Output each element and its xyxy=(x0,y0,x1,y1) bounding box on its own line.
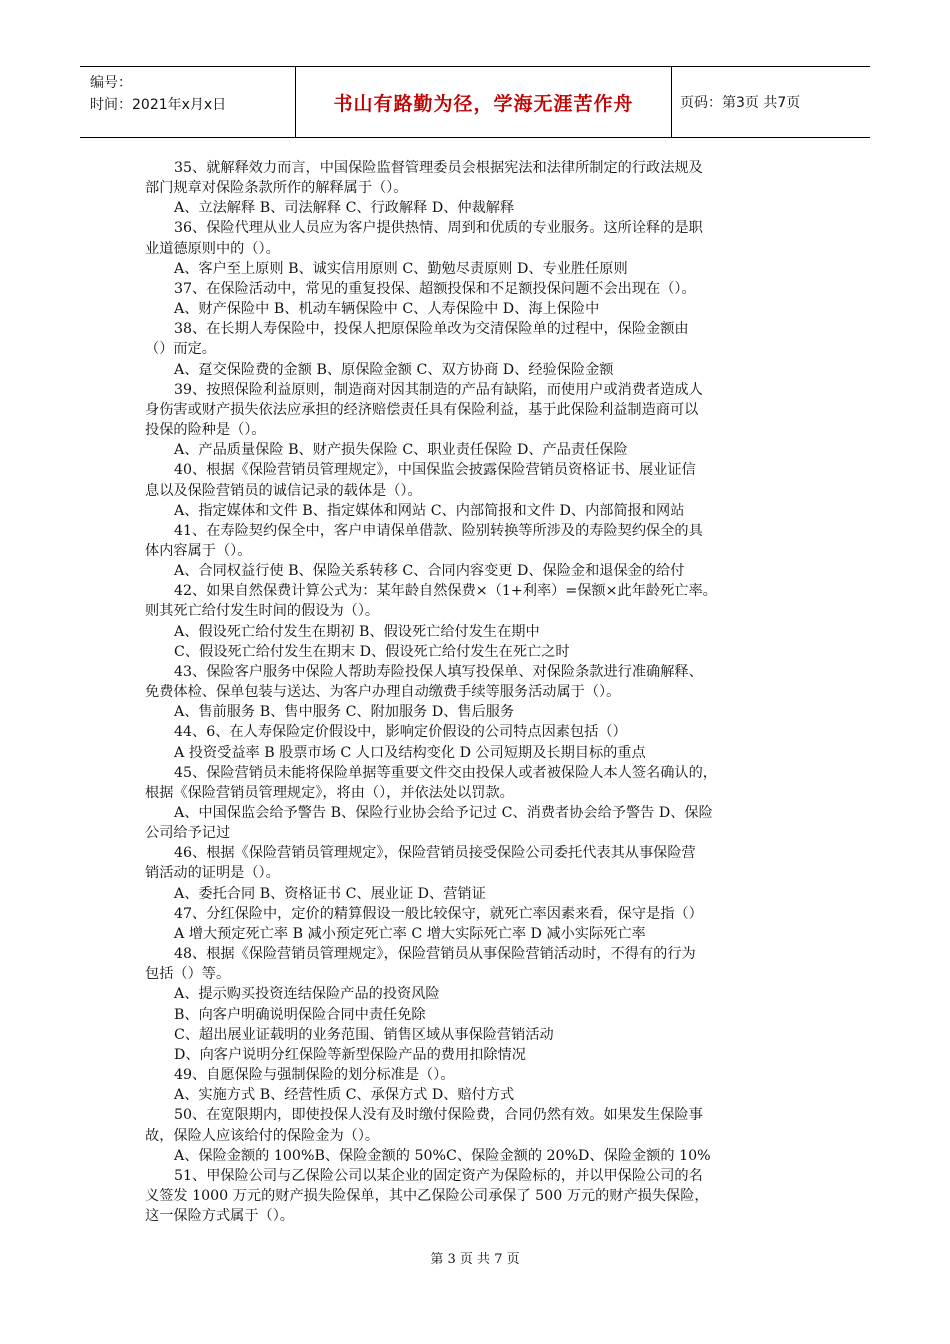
text-line: D、向客户说明分红保险等新型保险产品的费用扣除情况 xyxy=(174,1046,526,1063)
text-line: 43、保险客户服务中保险人帮助寿险投保人填写投保单、对保险条款进行准确解释、 xyxy=(174,663,703,680)
text-line: 销活动的证明是（）。 xyxy=(145,865,280,882)
text-line: A、立法解释 B、司法解释 C、行政解释 D、仲裁解释 xyxy=(174,200,515,217)
text-line: 投保的险种是（）。 xyxy=(145,422,266,439)
text-line: 37、在保险活动中，常见的重复投保、超额投保和不足额投保问题不会出现在（）。 xyxy=(174,280,696,297)
text-line: A、实施方式 B、经营性质 C、承保方式 D、赔付方式 xyxy=(174,1087,515,1104)
text-line: （）而定。 xyxy=(145,341,216,358)
text-line: 38、在长期人寿保险中，投保人把原保险单改为交清保险单的过程中，保险金额由 xyxy=(174,321,689,338)
document-body xyxy=(145,158,805,1226)
text-line: 包括（）等。 xyxy=(145,966,231,983)
text-line: 45、保险营销员未能将保险单据等重要文件交由投保人或者被保险人本人签名确认的， xyxy=(174,764,717,781)
text-line: 免费体检、保单包装与送达、为客户办理自动缴费手续等服务活动属于（）。 xyxy=(145,684,621,701)
text-line: A、产品质量保险 B、财产损失保险 C、职业责任保险 D、产品责任保险 xyxy=(174,442,628,459)
text-line: A、中国保监会给予警告 B、保险行业协会给予记过 C、消费者协会给予警告 D、保险 xyxy=(174,805,713,821)
text-line: 51、甲保险公司与乙保险公司以某企业的固定资产为保险标的，并以甲保险公司的名 xyxy=(174,1167,703,1184)
text-line: A、售前服务 B、售中服务 C、附加服务 D、售后服务 xyxy=(174,704,515,721)
text-line: 42、如果自然保费计算公式为：某年龄自然保费×（1+利率）=保额×此年龄死亡率。 xyxy=(174,583,717,600)
text-line: 50、在宽限期内，即使投保人没有及时缴付保险费，合同仍然有效。如果发生保险事 xyxy=(174,1107,703,1124)
document-date: 时间：2021年x月x日 xyxy=(90,97,227,113)
text-line: A、委托合同 B、资格证书 C、展业证 D、营销证 xyxy=(174,885,486,902)
text-line: 47、分红保险中，定价的精算假设一般比较保守，就死亡率因素来看，保守是指（） xyxy=(174,905,703,922)
text-line: 故，保险人应该给付的保险金为（）。 xyxy=(145,1127,380,1144)
text-line: A、财产保险中 B、机动车辆保险中 C、人寿保险中 D、海上保险中 xyxy=(174,301,600,318)
text-line: A、提示购买投资连结保险产品的投资风险 xyxy=(174,986,440,1003)
text-line: A、指定媒体和文件 B、指定媒体和网站 C、内部简报和文件 D、内部简报和网站 xyxy=(174,502,685,519)
text-line: 部门规章对保险条款所作的解释属于（）。 xyxy=(145,180,408,197)
text-line: 40、根据《保险营销员管理规定》，中国保监会披露保险营销员资格证书、展业证信 xyxy=(174,462,696,479)
text-line: A、保险金额的 100%B、保险金额的 50%C、保险金额的 20%D、保险金额的 10% xyxy=(174,1147,711,1164)
text-line: 息以及保险营销员的诚信记录的载体是（）。 xyxy=(145,482,422,499)
text-line: 体内容属于（）。 xyxy=(145,542,252,559)
header-page-number: 页码：第3页 共7页 xyxy=(680,95,801,111)
text-line: 41、在寿险契约保全中，客户申请保单借款、险别转换等所涉及的寿险契约保全的具 xyxy=(174,522,703,539)
text-line: A、趸交保险费的金额 B、原保险金额 C、双方协商 D、经验保险金额 xyxy=(174,361,614,378)
text-line: A、合同权益行使 B、保险关系转移 C、合同内容变更 D、保险金和退保金的给付 xyxy=(174,563,685,580)
text-line: 48、根据《保险营销员管理规定》，保险营销员从事保险营销活动时，不得有的行为 xyxy=(174,946,696,963)
text-line: 根据《保险营销员管理规定》，将由（），并依法处以罚款。 xyxy=(145,784,514,801)
text-line: A、客户至上原则 B、诚实信用原则 C、勤勉尽责原则 D、专业胜任原则 xyxy=(174,260,628,277)
text-line: A 增大预定死亡率 B 减小预定死亡率 C 增大实际死亡率 D 减小实际死亡率 xyxy=(174,925,646,942)
text-line: A、假设死亡给付发生在期初 B、假设死亡给付发生在期中 xyxy=(174,623,540,640)
text-line: 这一保险方式属于（）。 xyxy=(145,1208,294,1225)
page-footer: 第 3 页 共 7 页 xyxy=(430,1252,520,1267)
text-line: 义签发 1000 万元的财产损失险保单，其中乙保险公司承保了 500 万元的财产损失保险， xyxy=(145,1187,709,1204)
text-line: 49、自愿保险与强制保险的划分标准是（）。 xyxy=(174,1067,455,1084)
text-line: 35、就解释效力而言，中国保险监督管理委员会根据宪法和法律所制定的行政法规及 xyxy=(174,160,703,176)
text-line: C、假设死亡给付发生在期末 D、假设死亡给付发生在死亡之时 xyxy=(174,643,570,660)
text-line: B、向客户明确说明保险合同中责任免除 xyxy=(174,1006,426,1023)
header-meta xyxy=(80,67,295,137)
page-header xyxy=(80,66,870,138)
text-line: C、超出展业证载明的业务范围、销售区域从事保险营销活动 xyxy=(174,1026,554,1043)
text-line: 身伤害或财产损失依法应承担的经济赔偿责任具有保险利益，基于此保险利益制造商可以 xyxy=(145,401,699,418)
document-number: 编号： xyxy=(90,75,132,91)
text-line: A 投资受益率 B 股票市场 C 人口及结构变化 D 公司短期及长期目标的重点 xyxy=(174,744,646,761)
text-line: 44、6、在人寿保险定价假设中，影响定价假设的公司特点因素包括（） xyxy=(174,724,627,741)
text-line: 公司给予记过 xyxy=(145,825,231,842)
text-line: 业道德原则中的（）。 xyxy=(145,240,280,257)
header-motto: 书山有路勤为径，学海无涯苦作舟 xyxy=(295,67,672,137)
text-line: 46、根据《保险营销员管理规定》，保险营销员接受保险公司委托代表其从事保险营 xyxy=(174,845,696,862)
text-line: 则其死亡给付发生时间的假设为（）。 xyxy=(145,603,380,620)
text-line: 36、保险代理从业人员应为客户提供热情、周到和优质的专业服务。这所诠释的是职 xyxy=(174,220,703,237)
text-line: 39、按照保险利益原则，制造商对因其制造的产品有缺陷，而使用户或消费者造成人 xyxy=(174,381,703,398)
